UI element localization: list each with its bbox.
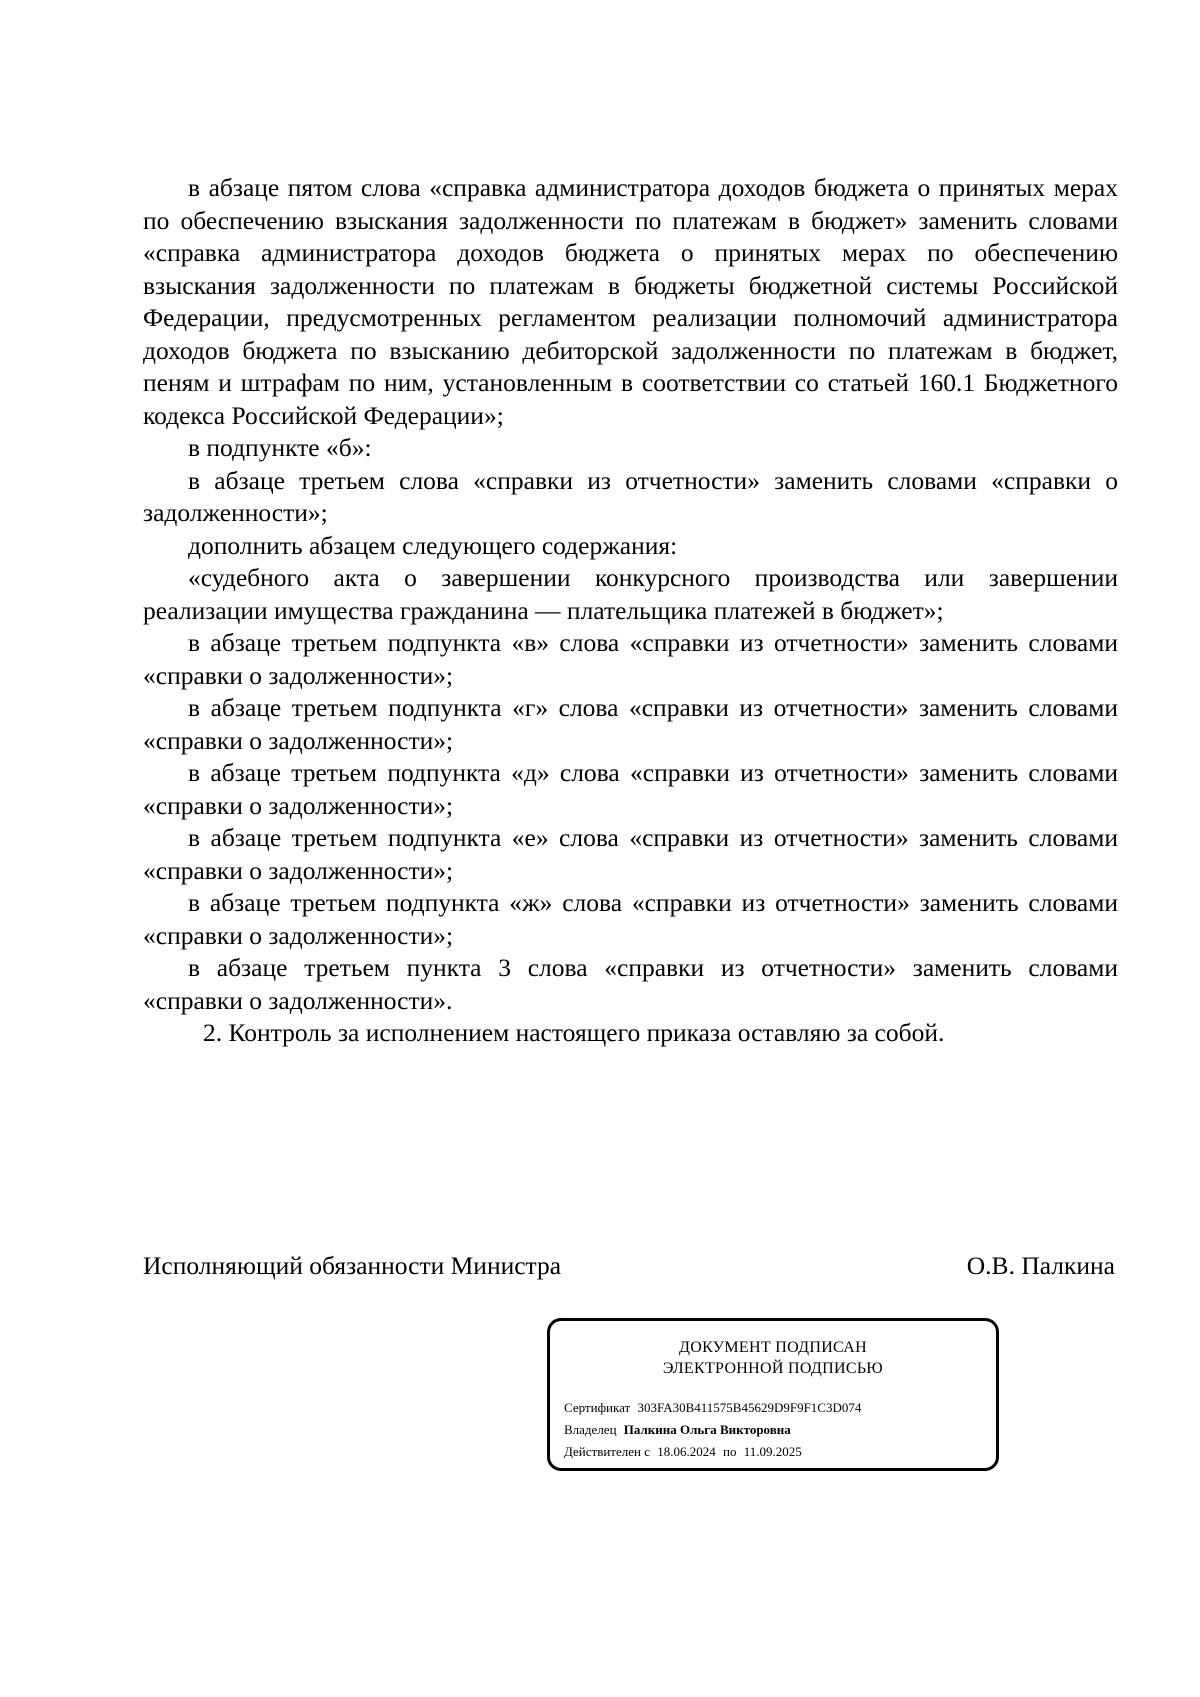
paragraph: в абзаце третьем слова «справки из отчетности» заменить словами «справки о задолженности»; <box>143 465 1118 527</box>
paragraph: дополнить абзацем следующего содержания: <box>188 530 678 560</box>
paragraph: в абзаце третьем подпункта «ж» слова «справки из отчетности» заменить словами «справки о задолженности»; <box>143 888 1118 950</box>
validity-line <box>564 1441 861 1463</box>
paragraph: в абзаце третьем подпункта «г» слова «справки из отчетности» заменить словами «справки о задолженности»; <box>143 693 1118 755</box>
valid-from-value: 18.06.2024 <box>657 1444 716 1459</box>
paragraph: «судебного акта о завершении конкурсного производства или завершении реализации имущества гражданина — плательщика платежей в бюджет»; <box>143 563 1118 625</box>
paragraph: в абзаце третьем пункта 3 слова «справки из отчетности» заменить словами «справки о задолженности». <box>143 953 1118 1015</box>
owner-line <box>564 1419 861 1441</box>
electronic-signature-stamp <box>547 1318 999 1471</box>
signatory-name: О.В. Палкина <box>966 1251 1115 1280</box>
paragraph: в абзаце пятом слова «справка администратора доходов бюджета о принятых мерах по обеспечению взыскания задолженности по платежам в бюджет» заменить словами «справка администратора доходов бюджета о принятых мерах по обеспечению взыскания задолженности по платежам в бюджеты бюджетной системы Российской Федерации, предусмотренных регламентом реализации полномочий администратора доходов бюджета по взысканию дебиторской задолженности по платежам в бюджет, пеням и штрафам по ним, установленным в соответствии со статьей 160.1 Бюджетного кодекса Российской Федерации»; <box>143 173 1118 430</box>
paragraph: в подпункте «б»: <box>188 433 372 462</box>
valid-from-label: Действителен с <box>564 1444 650 1459</box>
certificate-label: Сертификат <box>564 1400 631 1415</box>
valid-to-value: 11.09.2025 <box>743 1444 802 1459</box>
stamp-title-line: ДОКУМЕНТ ПОДПИСАН <box>679 1339 867 1356</box>
paragraph: в абзаце третьем подпункта «д» слова «справки из отчетности» заменить словами «справки о задолженности»; <box>143 758 1118 820</box>
stamp-details <box>564 1397 861 1463</box>
owner-value: Палкина Ольга Викторовна <box>623 1422 791 1437</box>
stamp-title <box>550 1337 996 1379</box>
control-clause: 2. Контроль за исполнением настоящего приказа оставляю за собой. <box>203 1018 945 1047</box>
valid-to-label: по <box>723 1444 737 1459</box>
owner-label: Владелец <box>564 1422 617 1437</box>
stamp-title-line: ЭЛЕКТРОННОЙ ПОДПИСЬЮ <box>662 1360 884 1377</box>
paragraph: в абзаце третьем подпункта «в» слова «справки из отчетности» заменить словами «справки о задолженности»; <box>143 628 1118 690</box>
paragraph: в абзаце третьем подпункта «е» слова «справки из отчетности» заменить словами «справки о задолженности»; <box>143 823 1118 885</box>
certificate-value: 303FA30B411575B45629D9F9F1C3D074 <box>637 1400 862 1415</box>
certificate-line <box>564 1397 861 1419</box>
document-body <box>143 172 1118 1050</box>
signatory-position: Исполняющий обязанности Министра <box>143 1251 562 1280</box>
